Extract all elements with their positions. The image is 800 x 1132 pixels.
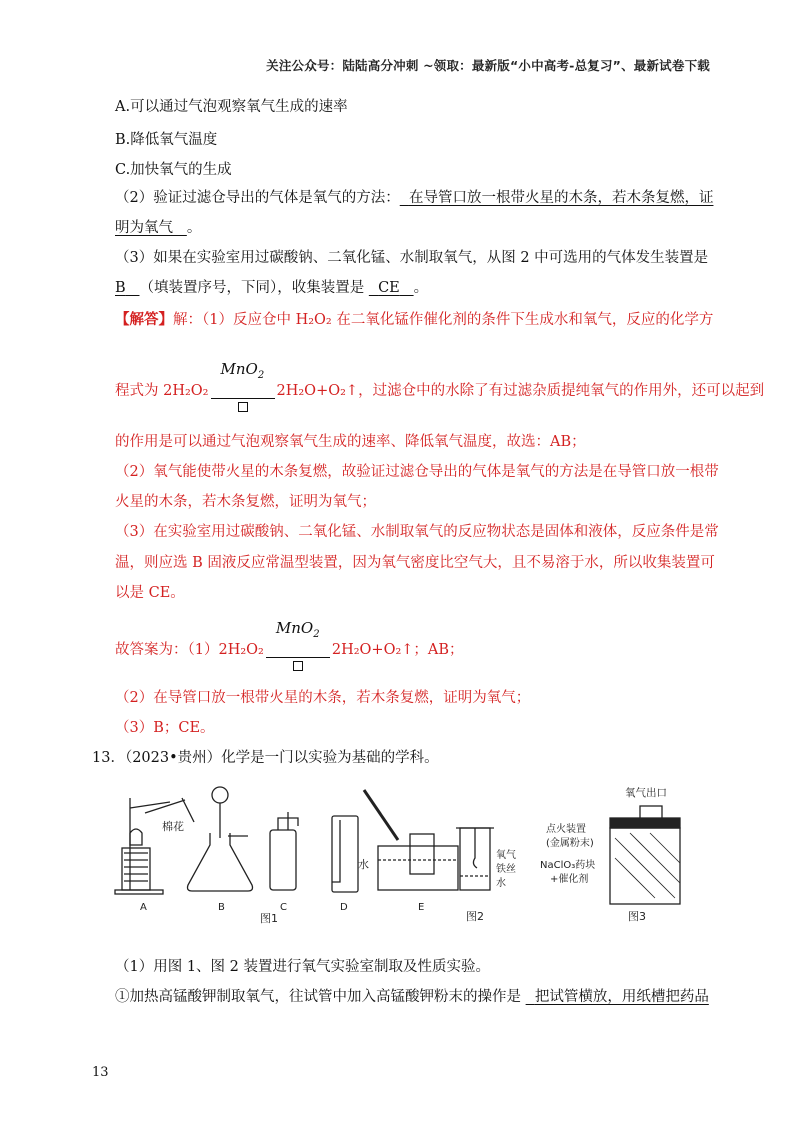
label-igniter: 点火装置 xyxy=(546,824,586,835)
q2-line xyxy=(115,188,713,208)
apparatus-d xyxy=(332,816,358,892)
q2-end: 。 xyxy=(186,220,202,236)
q2-answer-b: 明为氧气 xyxy=(115,220,173,236)
label-cotton: 棉花 xyxy=(162,820,184,833)
label-water: 水 xyxy=(358,858,369,871)
answer-line-2: （2）在导管口放一根带火星的木条，若木条复燃，证明为氧气； xyxy=(115,690,531,706)
q3-mid: （填装置序号，下同），收集装置是 xyxy=(139,280,365,296)
solution-line-6: （3）在实验室用过碳酸钠、二氧化锰、水制取氧气的反应物状态是固体和液体，反应条件是常 xyxy=(115,524,719,540)
label-c: C xyxy=(280,902,287,913)
apparatus-fig2 xyxy=(456,828,494,890)
apparatus-b xyxy=(188,787,253,891)
q3-line: （3）如果在实验室用过碳酸钠、二氧化锰、水制取氧气，从图 2 中可选用的气体发生装置是 xyxy=(115,250,709,266)
q2-line-2 xyxy=(115,218,201,238)
label-o2-outlet: 氧气出口 xyxy=(625,787,667,799)
q3-answer-2: CE xyxy=(378,280,400,296)
question-13: 13．（2023•贵州）化学是一门以实验为基础的学科。 xyxy=(92,750,439,766)
option-a: A.可以通过气泡观察氧气生成的速率 xyxy=(115,99,348,115)
q3-end: 。 xyxy=(413,280,429,296)
question-13-part-1a: ①加热高锰酸钾制取氧气，往试管中加入高锰酸钾粉末的操作是 把试管横放，用纸槽把药品 xyxy=(115,989,709,1005)
solution-line-8: 以是 CE。 xyxy=(115,585,185,601)
apparatus-figure xyxy=(110,778,710,928)
label-b: B xyxy=(218,902,225,913)
apparatus-e xyxy=(364,790,458,890)
label-igniter-2: (金属粉末) xyxy=(546,838,594,849)
solution-line-3: 的作用是可以通过气泡观察氧气生成的速率、降低氧气温度，故选：AB； xyxy=(115,434,586,450)
answer-line-1: 故答案为：（1）2H₂O₂ MnO$_2$ 2H₂O+O₂↑；AB； xyxy=(115,640,464,660)
q2-prefix: （2）验证过滤仓导出的气体是氧气的方法： xyxy=(115,190,400,206)
solution-tag: 【解答】 xyxy=(115,311,173,328)
page-number: 13 xyxy=(92,1065,109,1080)
answer-line-3: （3）B；CE。 xyxy=(115,720,215,736)
apparatus-a xyxy=(115,798,194,894)
catalyst-condition-2: MnO$_2$ xyxy=(264,640,332,660)
solution-line-7: 温，则应选 B 固液反应常温型装置，因为氧气密度比空气大，且不易溶于水，所以收集装置可 xyxy=(115,555,715,571)
page-header: 关注公众号：陆陆高分冲刺 ~领取：最新版“小中高考-总复习”、最新试卷下载 xyxy=(266,58,710,73)
q3-answer-1: B xyxy=(115,280,126,296)
option-b: B.降低氧气温度 xyxy=(115,132,218,148)
apparatus-c xyxy=(270,812,298,890)
question-13-part-1: （1）用图 1、图 2 装置进行氧气实验室制取及性质实验。 xyxy=(115,959,491,975)
solution-line-4: （2）氧气能使带火星的木条复燃，故验证过滤仓导出的气体是氧气的方法是在导管口放一根带 xyxy=(115,464,719,480)
label-water-2: 水 xyxy=(496,878,506,889)
label-d: D xyxy=(340,902,348,913)
q13-1a-answer: 把试管横放，用纸槽把药品 xyxy=(534,989,709,1005)
fig3-caption: 图3 xyxy=(628,910,646,923)
q3-line-2 xyxy=(115,278,428,298)
solution-line-2: 程式为 2H₂O₂ MnO$_2$ 2H₂O+O₂↑，过滤仓中的水除了有过滤杂质提纯氧气的作用外，还可以起到 xyxy=(115,381,764,401)
apparatus-fig3 xyxy=(610,806,680,904)
label-e: E xyxy=(418,902,425,913)
solution-line-1: 【解答】解：（1）反应仓中 H₂O₂ 在二氧化锰作催化剂的条件下生成水和氧气，反应的化学方 xyxy=(115,311,714,328)
label-oxygen: 氧气 xyxy=(496,850,516,861)
fig1-caption: 图1 xyxy=(260,912,278,925)
label-catalyst: +催化剂 xyxy=(550,874,589,885)
fig2-caption: 图2 xyxy=(466,910,484,923)
label-iron-wire: 铁丝 xyxy=(496,864,516,875)
option-c: C.加快氧气的生成 xyxy=(115,162,232,178)
label-naclo3: NaClO₃药块 xyxy=(540,860,596,871)
q2-answer-a: 在导管口放一根带火星的木条，若木条复燃，证 xyxy=(408,190,714,206)
solution-line-5: 火星的木条，若木条复燃，证明为氧气； xyxy=(115,494,376,510)
catalyst-condition: MnO$_2$ xyxy=(209,381,277,401)
label-a: A xyxy=(140,902,147,913)
